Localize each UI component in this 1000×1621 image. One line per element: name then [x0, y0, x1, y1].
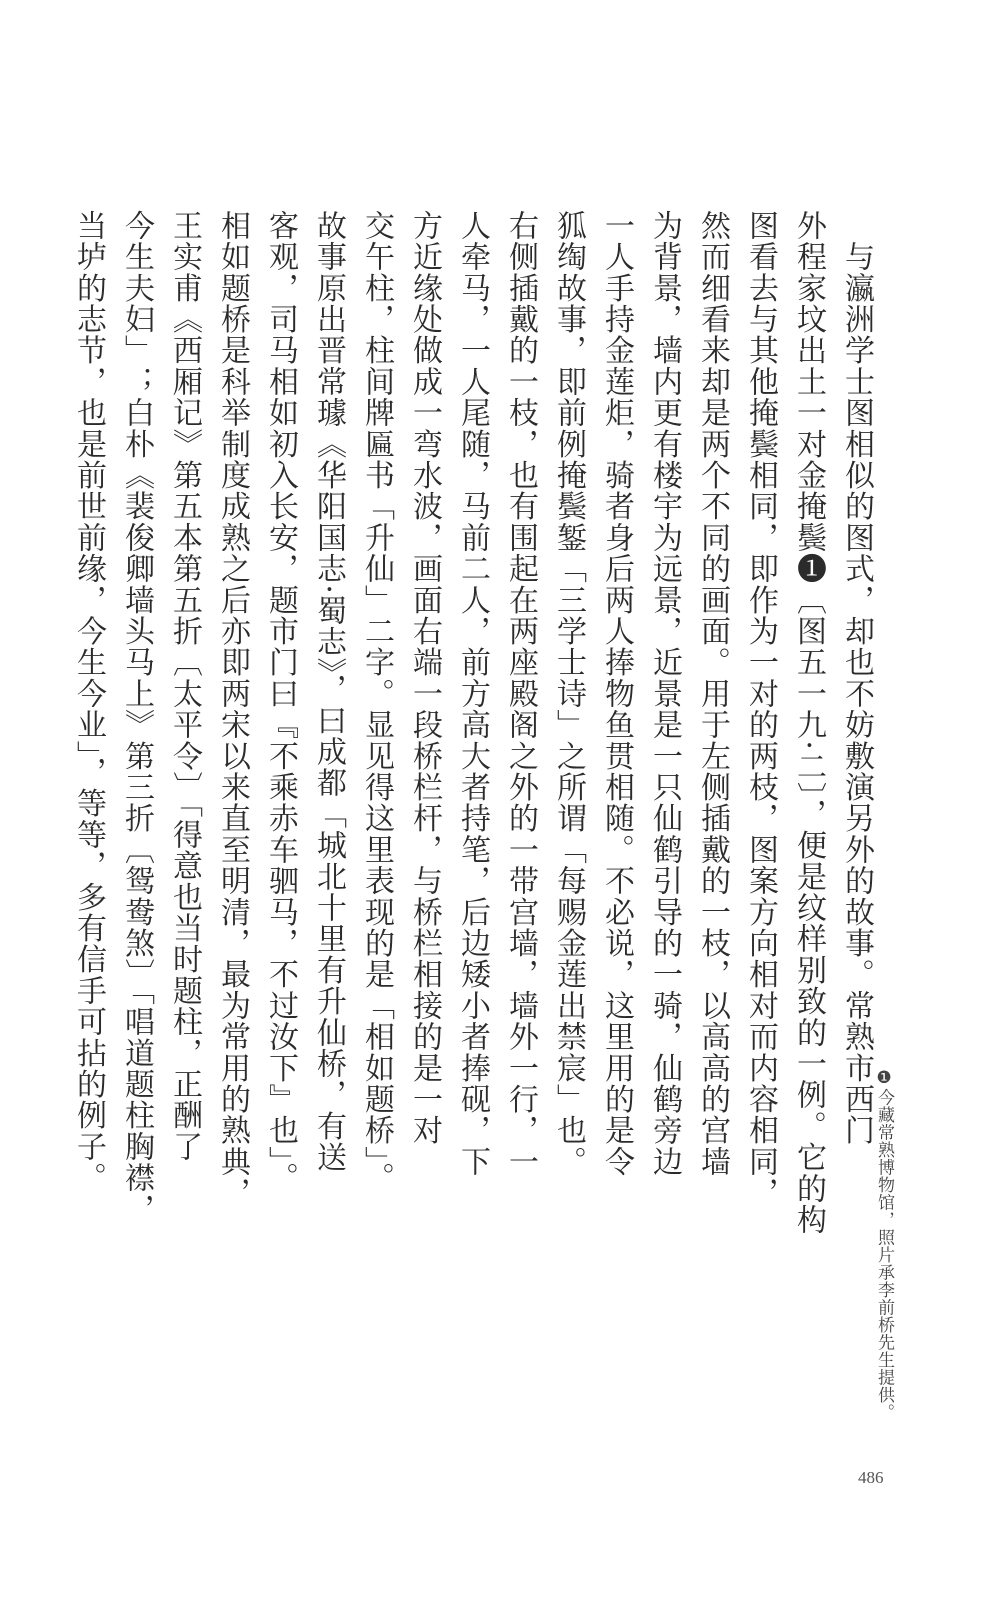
text-column: 狐绹故事，即前例掩鬓錾「三学士诗」之所谓「每赐金莲出禁宸」也。 — [551, 210, 586, 1178]
text-column: 王实甫《西厢记》第五本第五折〔太平令〕「得意也当时题柱，正酬了 — [167, 210, 202, 1163]
text-column: 图看去与其他掩鬓相同，即作为一对的两枝，图案方向相对而内容相同， — [743, 210, 778, 1209]
text-column: 今生夫妇」；白朴《裴俊卿墙头马上》第三折〔鸳鸯煞〕「唱道题柱胸襟， — [119, 210, 154, 1225]
text-column: 人牵马，一人尾随，马前二人，前方高大者持笔，后边矮小者捧砚，下 — [455, 210, 490, 1178]
text-column: 外程家坟出土一对金掩鬓❶〔图五一九·二〕，便是纹样别致的一例。它的构 — [791, 210, 826, 1236]
page-number: 486 — [858, 1468, 884, 1487]
body-text — [64, 210, 880, 1236]
text-column: 为背景，墙内更有楼宇为远景，近景是一只仙鹤引导的一骑，仙鹤旁边 — [647, 210, 682, 1178]
text-column: 右侧插戴的一枝，也有围起在两座殿阁之外的一带宫墙，墙外一行，一 — [503, 210, 538, 1178]
text-column: 然而细看来却是两个不同的画面。用于左侧插戴的一枝，以高高的宫墙 — [695, 210, 730, 1178]
footnote: ❶今藏常熟博物馆，照片承李前桥先生提供。 — [874, 1068, 894, 1421]
text-column: 当垆的志节，也是前世前缘，今生今业」，等等，多有信手可拈的例子。 — [71, 210, 106, 1194]
text-column: 一人手持金莲炬，骑者身后两人捧物鱼贯相随。不必说，这里用的是令 — [599, 210, 634, 1178]
text-column: 与瀛洲学士图相似的图式，却也不妨敷演另外的故事。常熟市西门 — [839, 210, 874, 1146]
text-column: 故事原出晋常璩《华阳国志·蜀志》，曰成都「城北十里有升仙桥，有送 — [311, 210, 346, 1173]
text-column: 方近缘处做成一弯水波，画面右端一段桥栏杆，与桥栏相接的是一对 — [407, 210, 442, 1146]
text-column: 相如题桥是科举制度成熟之后亦即两宋以来直至明清，最为常用的熟典， — [215, 210, 250, 1209]
text-column: 客观，司马相如初入长安，题市门曰『不乘赤车驷马，不过汝下』也」。 — [263, 210, 298, 1194]
text-column: 交午柱，柱间牌匾书「升仙」二字。显见得这里表现的是「相如题桥」。 — [359, 210, 394, 1194]
